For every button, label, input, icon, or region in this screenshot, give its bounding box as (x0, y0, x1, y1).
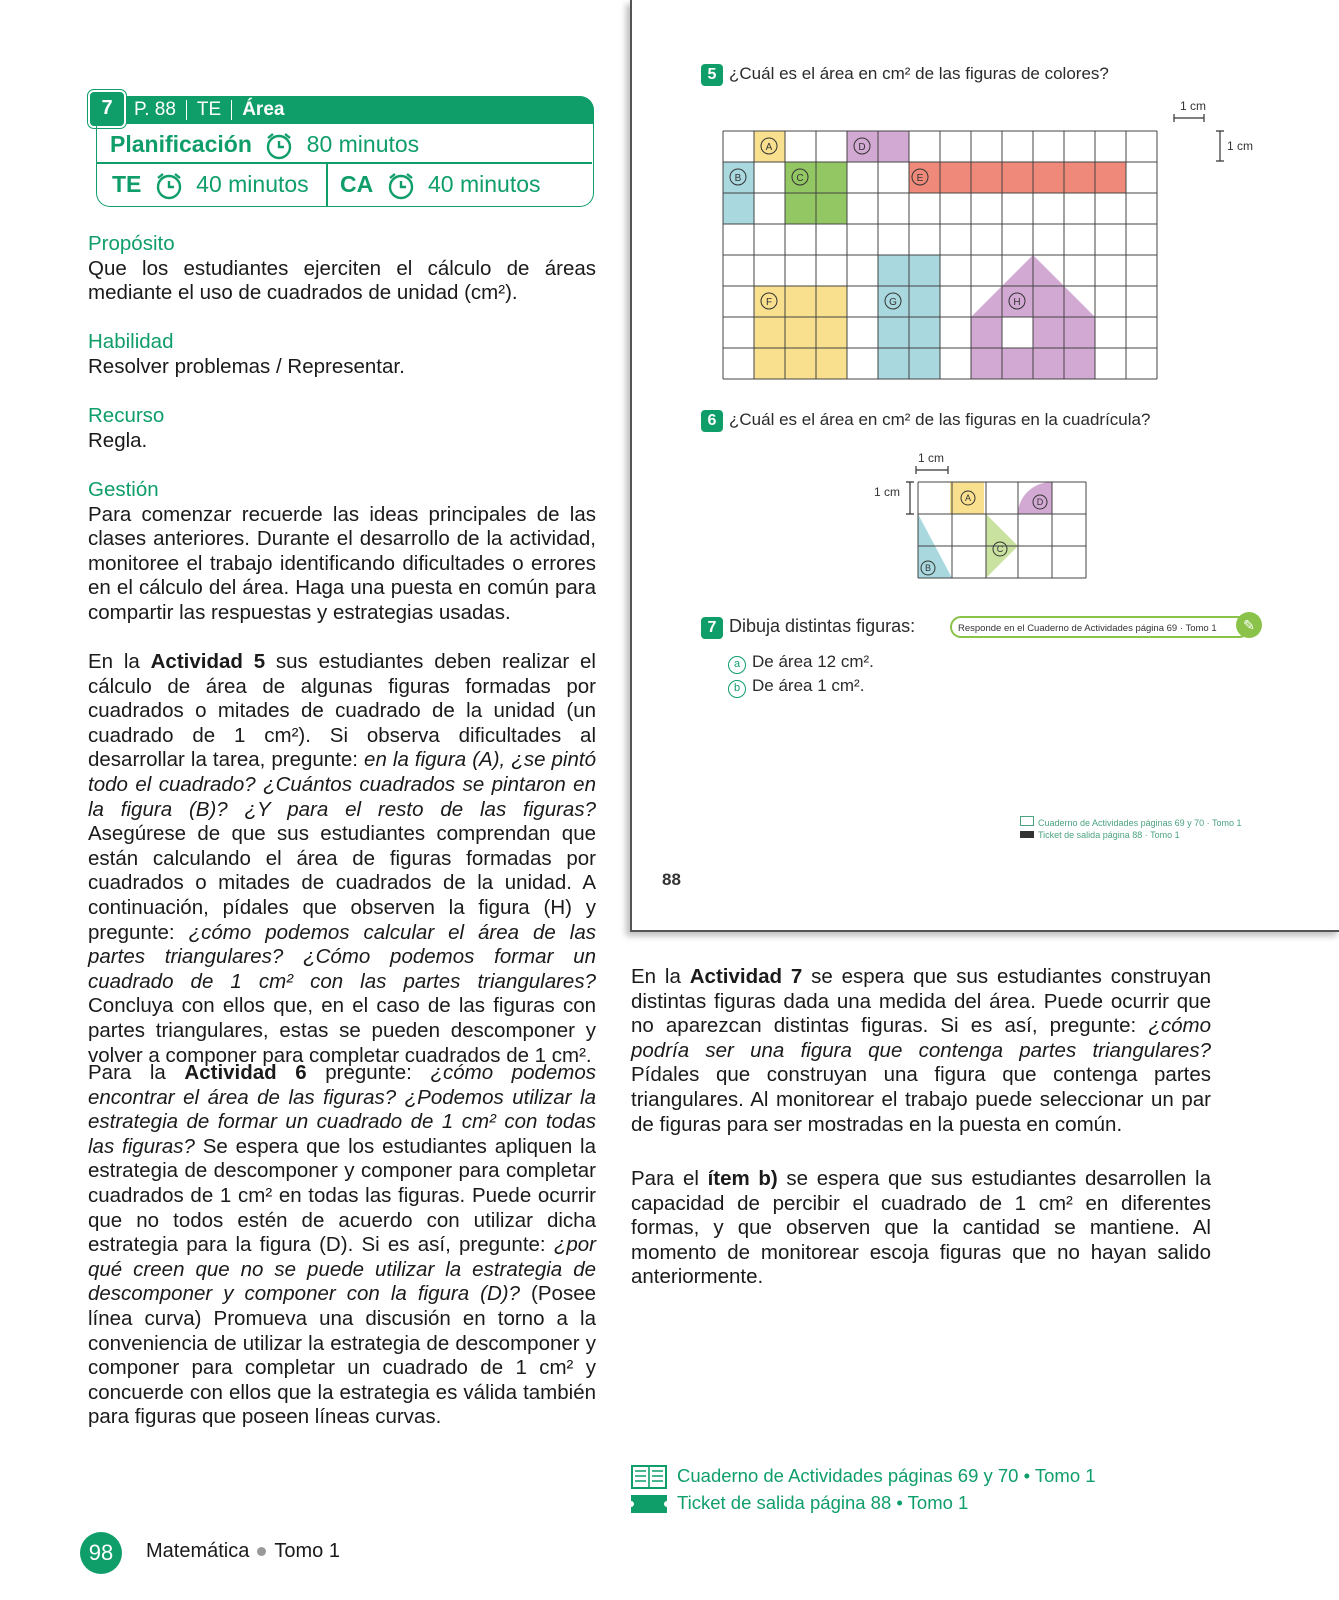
text: se espera que sus estudiantes construyan distintas figuras dada una medida del área. Puede ocurrir que no aparezcan distintas figuras. Si es así, pregunte: (631, 965, 1211, 1038)
text: Pídales que construyan una figura que contenga partes triangulares. Al monitorear el trabajo puede seleccionar un par de figuras para ser mostradas en la puesta en común. (631, 1063, 1211, 1136)
section-title: Gestión (88, 478, 159, 501)
figure-label: F (765, 297, 773, 308)
text: Concluya con ellos que, en el caso de las figuras con partes triangulares, estas se pueden descomponer y volver a componer para completar cuadrados de 1 cm². (88, 994, 596, 1067)
te-ref: TE (196, 99, 222, 120)
question-text: Dibuja distintas figuras: (729, 616, 916, 636)
question-6 (701, 410, 1150, 432)
item-a (728, 652, 874, 674)
activity-header (88, 96, 594, 208)
ref-text: Cuaderno de Actividades páginas 69 y 70 · Tomo 1 (1038, 818, 1242, 828)
figure-label: B (734, 173, 742, 184)
activity-6-paragraph (88, 1061, 596, 1430)
section-text: Que los estudiantes ejerciten el cálculo de áreas mediante el uso de cuadrados de unidad (cm²). (88, 256, 596, 305)
planning-row (110, 126, 419, 162)
figure-label: D (1036, 497, 1044, 507)
item-text: De área 12 cm². (752, 652, 874, 671)
tomo: Tomo 1 (274, 1540, 340, 1562)
question-text: ¿Cuál es el área en cm² de las figuras de colores? (729, 64, 1109, 83)
book-icon (631, 1465, 667, 1489)
unit-label: 1 cm (918, 451, 945, 465)
ticket-text: Ticket de salida página 88 • Tomo 1 (677, 1492, 969, 1513)
text: se espera que sus estudiantes desarrollen la capacidad de percibir el cuadrado de 1 cm² en diferentes formas, y que observen que la cantidad se mantiene. Al momento de monitorear escoja figuras que no hayan salido anteriormente. (631, 1167, 1211, 1289)
page-number: 98 (80, 1532, 122, 1574)
ticket-icon (631, 1495, 667, 1513)
activity-5-label: Actividad 5 (150, 650, 266, 673)
page-ref: P. 88 (134, 99, 176, 120)
book-icon (1020, 816, 1034, 826)
ca-label: CA (340, 171, 374, 197)
section-title: Propósito (88, 232, 175, 255)
textbook-refs (1020, 816, 1241, 841)
activity-7-label: Actividad 7 (689, 965, 803, 988)
text: Asegúrese de que sus estudiantes comprendan que están calculando el área de figuras formadas por cuadrados o mitades de cuadrados de la unidad. A continuación, pídales que observen la figura (H) y pregunte: (88, 822, 596, 944)
ticket-ref (631, 1492, 968, 1514)
question-number: 6 (701, 410, 723, 432)
header-bar-text (134, 96, 284, 124)
unit-label: 1 cm (1180, 99, 1207, 113)
question-text: ¿cómo podemos calcular el área de las partes triangulares? ¿Cómo podemos formar un cuadrado de 1 cm² con las partes triangulares? (88, 920, 596, 993)
activity-6-label: Actividad 6 (184, 1061, 307, 1084)
activity-7-paragraph (631, 965, 1211, 1137)
text: sus estudiantes deben realizar el cálculo de área de algunas figuras formadas por cuadrados o mitades de cuadrado de la unidad (un cuadrado de 1 cm²). Si observa dificultades al desarrollar la tarea, pregunte: (88, 650, 596, 772)
figure-label: G (889, 297, 897, 308)
proposito-section (88, 232, 596, 306)
activity-5-paragraph (88, 650, 596, 1068)
figure-label: C (996, 544, 1004, 554)
clock-icon (386, 172, 416, 200)
header-divider-vertical (326, 162, 328, 206)
pencil-icon: ✎ (1236, 612, 1262, 638)
workbook-banner (950, 616, 1250, 638)
grid-figure-6 (850, 448, 1140, 588)
question-text: ¿Cuál es el área en cm² de las figuras en la cuadrícula? (729, 410, 1151, 429)
te-row (112, 164, 309, 204)
item-text: De área 1 cm². (752, 676, 865, 695)
cuaderno-ref (631, 1465, 1096, 1489)
text: En la (631, 965, 690, 988)
figure-label: E (916, 173, 924, 184)
footer-text (146, 1540, 340, 1563)
unit-label: 1 cm (874, 485, 901, 499)
item-b-paragraph (631, 1167, 1211, 1290)
ref-line (1020, 816, 1241, 829)
question-5 (701, 64, 1109, 86)
item-b (728, 676, 864, 698)
gestion-section (88, 478, 596, 626)
clock-icon (264, 132, 294, 160)
te-label: TE (112, 171, 142, 197)
ca-row (340, 164, 541, 204)
figure-label: A (765, 142, 773, 153)
ref-line (1020, 829, 1241, 841)
question-number: 7 (701, 617, 723, 639)
text: En la (88, 650, 151, 673)
question-number: 5 (701, 64, 723, 86)
figure-label: A (964, 493, 972, 503)
banner-text: Responde en el Cuaderno de Actividades página 69 · Tomo 1 (958, 623, 1217, 634)
text: Se espera que los estudiantes apliquen la estrategia de descomponer y componer para completar cuadrados de 1 cm² en todas las figuras. Puede ocurrir que no todos estén de acuerdo con utilizar dicha estrategia para la figura (D). Si es así, pregunte: (88, 1134, 596, 1257)
topic-title: Área (242, 99, 285, 120)
item-b-label: ítem b) (707, 1167, 778, 1190)
text: (Posee línea curva) Promueva una discusión en torno a la conveniencia de utilizar la estrategia de descomponer y componer para completar un cuadrado de 1 cm² y concuerde con ellos que la estrategia es válida también para figuras que poseen líneas curvas. (88, 1282, 596, 1429)
text: pregunte: (306, 1061, 431, 1084)
habilidad-section (88, 330, 596, 379)
section-text: Para comenzar recuerde las ideas principales de las clases anteriores. Durante el desarrollo de la actividad, monitoree el trabajo identificando dificultades o errores en el cálculo del área. Haga una puesta en común para compartir las respuestas y estrategias usadas. (88, 502, 596, 624)
section-text: Resolver problemas / Representar. (88, 354, 405, 378)
figure-label: H (1013, 297, 1021, 308)
grid-figure-5 (712, 98, 1312, 388)
question-text: ¿cómo podría ser una figura que contenga partes triangulares? (631, 1014, 1211, 1062)
unit-label: 1 cm (1227, 139, 1254, 153)
text: Para el (631, 1167, 708, 1190)
item-letter: a (728, 656, 746, 674)
separator-dot (257, 1547, 266, 1556)
ref-text: Ticket de salida página 88 · Tomo 1 (1038, 830, 1180, 840)
clock-icon (154, 172, 184, 200)
question-text: en la figura (A), ¿se pintó todo el cuadrado? ¿Cuántos cuadrados se pintaron en la figura (B)? ¿Y para el resto de las figuras? (88, 748, 596, 821)
header-bar (88, 96, 594, 124)
ca-time: 40 minutos (428, 171, 541, 197)
figure-label: B (924, 563, 932, 573)
ticket-icon (1020, 831, 1034, 838)
figure-label: D (858, 142, 866, 153)
activity-number: 7 (88, 90, 126, 128)
section-title: Habilidad (88, 330, 174, 353)
question-7 (701, 616, 915, 639)
section-title: Recurso (88, 404, 165, 427)
question-text: ¿cómo podemos encontrar el área de las figuras? ¿Podemos utilizar la estrategia de formar un cuadrado de 1 cm² con todas las figuras? (88, 1061, 596, 1158)
cuaderno-text: Cuaderno de Actividades páginas 69 y 70 • Tomo 1 (677, 1465, 1096, 1486)
question-text: ¿por qué creen que no se puede utilizar la estrategia de descomponer y componer con la figura (D)? (88, 1233, 596, 1306)
planning-label: Planificación (110, 131, 252, 157)
textbook-page-number: 88 (662, 870, 681, 889)
recurso-section (88, 404, 596, 453)
te-time: 40 minutos (196, 171, 309, 197)
subject: Matemática (146, 1540, 250, 1562)
planning-time: 80 minutos (306, 131, 420, 157)
figure-label: C (796, 173, 804, 184)
textbook-page-image (630, 0, 1339, 932)
text: Para la (88, 1061, 185, 1084)
item-letter: b (728, 680, 746, 698)
section-text: Regla. (88, 428, 148, 452)
